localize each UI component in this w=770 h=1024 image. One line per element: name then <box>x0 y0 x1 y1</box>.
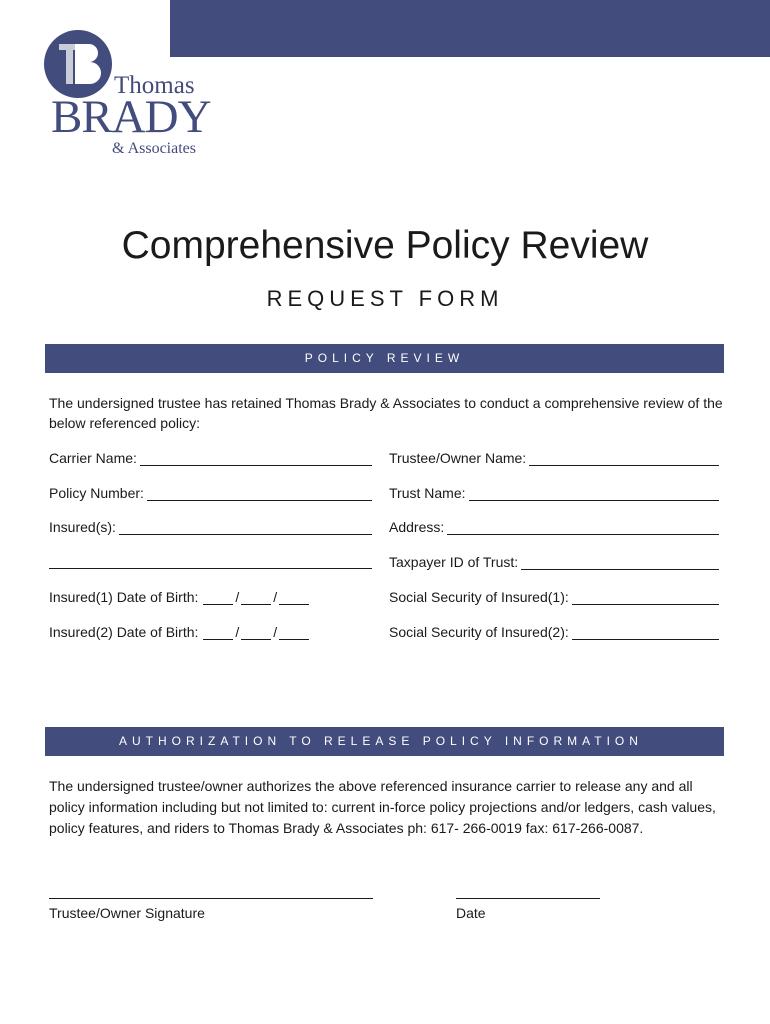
owner-signature-label: Trustee/Owner Signature <box>49 905 205 921</box>
ssn-insured1-label: Social Security of Insured(1): <box>389 589 569 605</box>
insured2-dob-month[interactable] <box>203 625 233 640</box>
ssn-insured2-label: Social Security of Insured(2): <box>389 624 569 640</box>
taxpayer-id-field <box>389 554 719 570</box>
ssn-insured1-input[interactable] <box>572 590 719 605</box>
date-separator: / <box>235 589 240 605</box>
insureds-field <box>49 519 372 535</box>
insured2-dob-label: Insured(2) Date of Birth: <box>49 624 199 640</box>
taxpayer-id-input[interactable] <box>521 555 719 570</box>
logo-text-associates: & Associates <box>112 140 196 157</box>
trustee-owner-name-label: Trustee/Owner Name: <box>389 450 527 466</box>
page-title: Comprehensive Policy Review <box>121 224 649 267</box>
authorization-body: The undersigned trustee/owner authorizes the above referenced insurance carrier to release any and all policy information including but not limited to: current in-force policy projections and/or ledgers, cash values, policy features, and riders to Thomas Brady & Associates ph: 617- 266-0019 fax: 617-266-0087. <box>49 778 716 836</box>
carrier-name-input[interactable] <box>140 451 372 466</box>
form-row <box>0 519 770 539</box>
section-heading-authorization: AUTHORIZATION TO RELEASE POLICY INFORMATION <box>45 727 724 756</box>
address-input[interactable] <box>447 520 719 535</box>
form-row <box>0 485 770 505</box>
ssn-insured2-input[interactable] <box>572 625 719 640</box>
trust-name-input[interactable] <box>469 486 720 501</box>
trust-name-label: Trust Name: <box>389 485 466 501</box>
ssn-insured1-field <box>389 589 719 605</box>
header-band <box>170 0 770 57</box>
signature-date-input[interactable] <box>456 898 600 899</box>
trustee-owner-name-input[interactable] <box>529 451 719 466</box>
policy-review-intro: The undersigned trustee has retained Thomas Brady & Associates to conduct a comprehensive review of the below referenced policy: <box>49 395 723 431</box>
insured2-dob-day[interactable] <box>241 625 271 640</box>
section-heading-policy-review: POLICY REVIEW <box>45 344 724 373</box>
insured1-dob-label: Insured(1) Date of Birth: <box>49 589 199 605</box>
insureds-extra-input[interactable] <box>49 554 372 569</box>
insured1-dob-year[interactable] <box>279 590 309 605</box>
date-separator: / <box>235 624 240 640</box>
insured1-dob-month[interactable] <box>203 590 233 605</box>
page-subtitle: REQUEST FORM <box>266 286 504 311</box>
policy-number-field <box>49 485 372 501</box>
form-row <box>0 554 770 574</box>
policy-number-input[interactable] <box>147 486 372 501</box>
insured1-dob-day[interactable] <box>241 590 271 605</box>
ssn-insured2-field <box>389 624 719 640</box>
address-label: Address: <box>389 519 445 535</box>
date-separator: / <box>273 624 278 640</box>
policy-number-label: Policy Number: <box>49 485 144 501</box>
taxpayer-id-label: Taxpayer ID of Trust: <box>389 554 519 570</box>
address-field <box>389 519 719 535</box>
insured2-dob-field <box>49 624 311 640</box>
company-logo <box>44 30 234 165</box>
insured1-dob-field <box>49 589 311 605</box>
insureds-input[interactable] <box>119 520 372 535</box>
trustee-owner-name-field <box>389 450 719 466</box>
logo-text-brady: BRADY <box>51 91 211 143</box>
carrier-name-field <box>49 450 372 466</box>
signature-date-label: Date <box>456 905 486 921</box>
tb-monogram-icon <box>57 38 101 90</box>
form-row <box>0 450 770 470</box>
insureds-label: Insured(s): <box>49 519 116 535</box>
owner-signature-input[interactable] <box>49 898 373 899</box>
insured2-dob-year[interactable] <box>279 625 309 640</box>
logo-text-thomas: Thomas <box>114 72 195 99</box>
carrier-name-label: Carrier Name: <box>49 450 137 466</box>
form-row <box>0 624 770 644</box>
form-row <box>0 589 770 609</box>
date-separator: / <box>273 589 278 605</box>
trust-name-field <box>389 485 719 501</box>
